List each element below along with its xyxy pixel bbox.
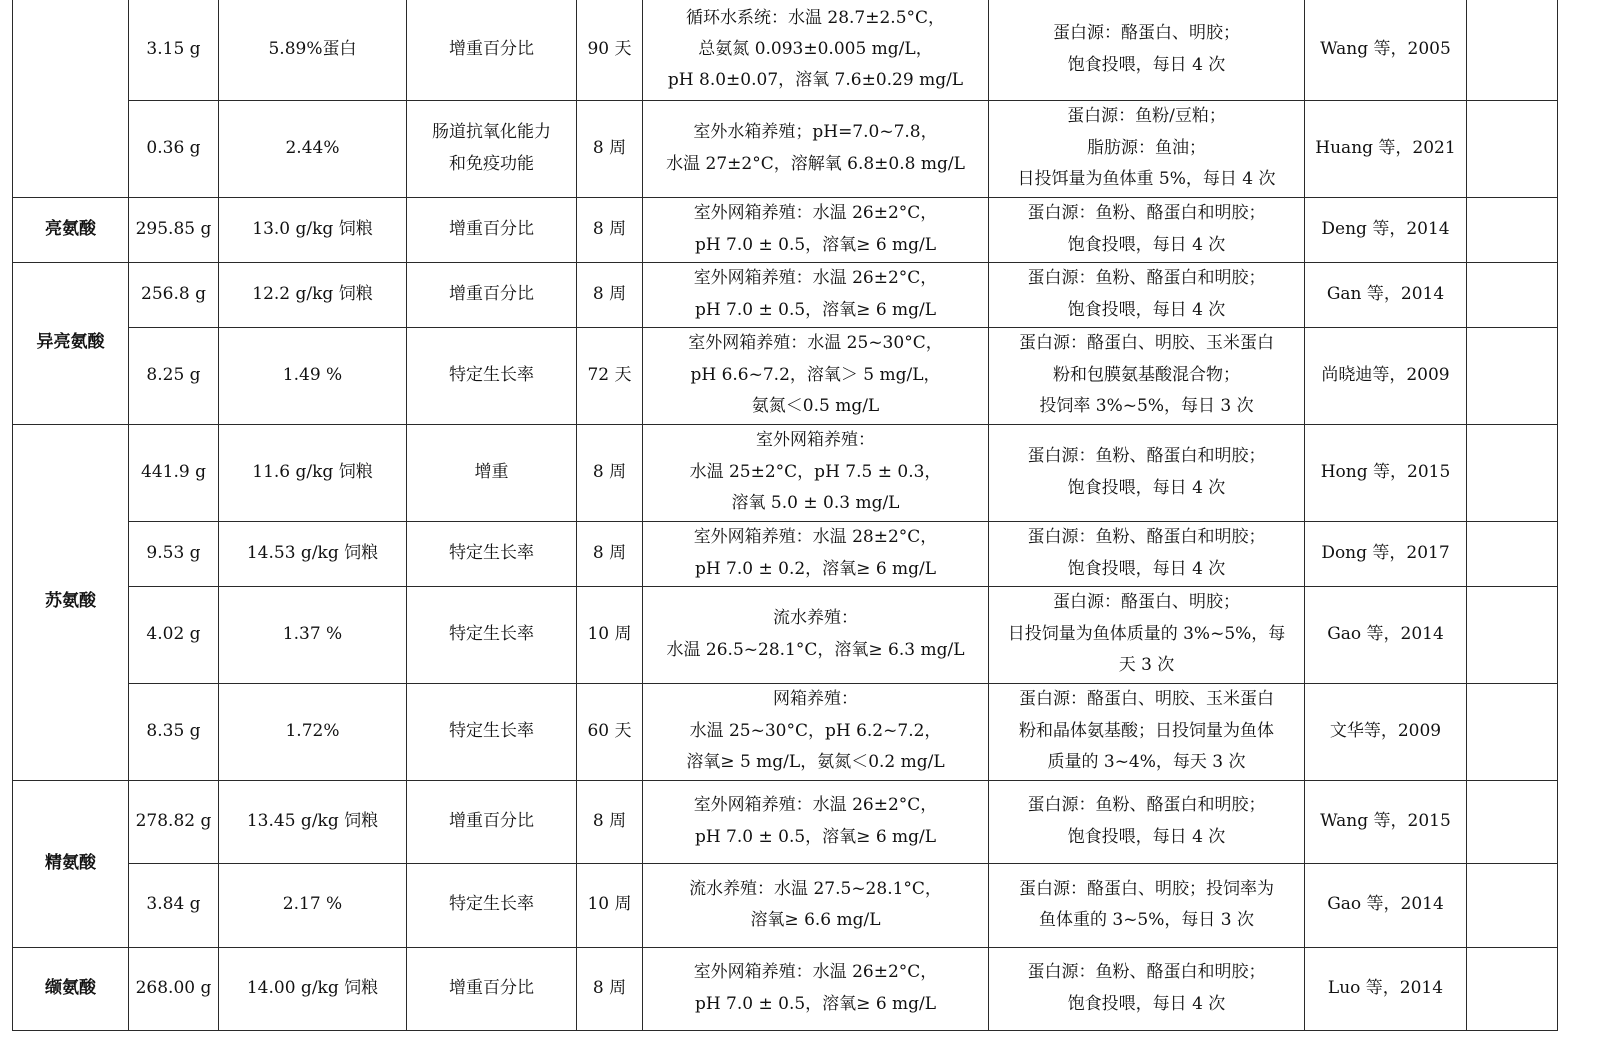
diet-feeding-cell: 蛋白源：鱼粉、酪蛋白和明胶； 饱食投喂，每日 4 次 [989,521,1305,586]
evaluation-index-cell: 特定生长率 [407,586,577,683]
requirement-cell: 11.6 g/kg 饲粮 [219,424,407,521]
culture-conditions-cell: 流水养殖： 水温 26.5~28.1°C，溶氧≥ 6.3 mg/L [643,586,989,683]
evaluation-index-cell: 特定生长率 [407,683,577,780]
diet-feeding-cell: 蛋白源：鱼粉、酪蛋白和明胶； 饱食投喂，每日 4 次 [989,262,1305,327]
extra-cell [1467,424,1558,521]
requirement-cell: 13.0 g/kg 饲粮 [219,197,407,262]
evaluation-index-cell: 特定生长率 [407,327,577,424]
reference-cell: Gao 等，2014 [1305,863,1467,947]
table-row [13,586,1558,683]
table-row [13,100,1558,197]
fish-weight-cell: 3.84 g [129,863,219,947]
culture-conditions-cell: 室外网箱养殖：水温 26±2°C， pH 7.0 ± 0.5，溶氧≥ 6 mg/L [643,780,989,863]
evaluation-index-cell: 增重百分比 [407,780,577,863]
fish-weight-cell: 278.82 g [129,780,219,863]
duration-cell: 10 周 [577,586,643,683]
extra-cell [1467,683,1558,780]
table-row [13,424,1558,521]
culture-conditions-cell: 室外网箱养殖：水温 28±2°C， pH 7.0 ± 0.2，溶氧≥ 6 mg/L [643,521,989,586]
table-row [13,327,1558,424]
table-row [13,863,1558,947]
requirement-cell: 2.44% [219,100,407,197]
reference-cell: Hong 等，2015 [1305,424,1467,521]
culture-conditions-cell: 室外网箱养殖： 水温 25±2°C，pH 7.5 ± 0.3， 溶氧 5.0 ± 0.3 mg/L [643,424,989,521]
diet-feeding-cell: 蛋白源：酪蛋白、明胶、玉米蛋白 粉和晶体氨基酸；日投饲量为鱼体 质量的 3~4%，每天 3 次 [989,683,1305,780]
reference-cell: Gao 等，2014 [1305,586,1467,683]
fish-weight-cell: 256.8 g [129,262,219,327]
evaluation-index-cell: 增重百分比 [407,947,577,1030]
extra-cell [1467,863,1558,947]
duration-cell: 8 周 [577,100,643,197]
extra-cell [1467,586,1558,683]
evaluation-index-cell: 增重百分比 [407,262,577,327]
fish-weight-cell: 0.36 g [129,100,219,197]
amino-acid-cell: 精氨酸 [13,780,129,947]
duration-cell: 8 周 [577,780,643,863]
evaluation-index-cell: 肠道抗氧化能力 和免疫功能 [407,100,577,197]
duration-cell: 8 周 [577,262,643,327]
fish-weight-cell: 4.02 g [129,586,219,683]
requirement-cell: 1.37 % [219,586,407,683]
requirement-cell: 14.00 g/kg 饲粮 [219,947,407,1030]
duration-cell: 72 天 [577,327,643,424]
extra-cell [1467,262,1558,327]
requirement-cell: 5.89%蛋白 [219,0,407,100]
table-row [13,683,1558,780]
reference-cell: Wang 等，2005 [1305,0,1467,100]
table-row [13,947,1558,1030]
requirement-cell: 12.2 g/kg 饲粮 [219,262,407,327]
fish-weight-cell: 9.53 g [129,521,219,586]
requirement-cell: 14.53 g/kg 饲粮 [219,521,407,586]
evaluation-index-cell: 特定生长率 [407,863,577,947]
diet-feeding-cell: 蛋白源：鱼粉/豆粕； 脂肪源：鱼油； 日投饵量为鱼体重 5%，每日 4 次 [989,100,1305,197]
reference-cell: Gan 等，2014 [1305,262,1467,327]
table-row [13,521,1558,586]
table-row [13,780,1558,863]
extra-cell [1467,521,1558,586]
duration-cell: 10 周 [577,863,643,947]
evaluation-index-cell: 增重 [407,424,577,521]
reference-cell: 文华等，2009 [1305,683,1467,780]
amino-acid-requirement-table [12,0,1558,1031]
table-row [13,262,1558,327]
reference-cell: 尚晓迪等，2009 [1305,327,1467,424]
culture-conditions-cell: 室外网箱养殖：水温 26±2°C， pH 7.0 ± 0.5，溶氧≥ 6 mg/L [643,947,989,1030]
requirement-cell: 13.45 g/kg 饲粮 [219,780,407,863]
diet-feeding-cell: 蛋白源：酪蛋白、明胶、玉米蛋白 粉和包膜氨基酸混合物； 投饲率 3%~5%，每日 3 次 [989,327,1305,424]
duration-cell: 8 周 [577,424,643,521]
extra-cell [1467,0,1558,100]
diet-feeding-cell: 蛋白源：鱼粉、酪蛋白和明胶； 饱食投喂，每日 4 次 [989,947,1305,1030]
fish-weight-cell: 8.25 g [129,327,219,424]
extra-cell [1467,197,1558,262]
culture-conditions-cell: 室外水箱养殖；pH=7.0~7.8， 水温 27±2°C，溶解氧 6.8±0.8 mg/L [643,100,989,197]
table-row [13,0,1558,100]
evaluation-index-cell: 增重百分比 [407,197,577,262]
culture-conditions-cell: 循环水系统：水温 28.7±2.5°C， 总氨氮 0.093±0.005 mg/L， pH 8.0±0.07，溶氧 7.6±0.29 mg/L [643,0,989,100]
diet-feeding-cell: 蛋白源：酪蛋白、明胶；投饲率为 鱼体重的 3~5%，每日 3 次 [989,863,1305,947]
requirement-cell: 2.17 % [219,863,407,947]
amino-acid-cell: 苏氨酸 [13,424,129,780]
duration-cell: 8 周 [577,197,643,262]
diet-feeding-cell: 蛋白源：酪蛋白、明胶； 饱食投喂，每日 4 次 [989,0,1305,100]
amino-acid-cell: 异亮氨酸 [13,262,129,424]
reference-cell: Huang 等，2021 [1305,100,1467,197]
evaluation-index-cell: 增重百分比 [407,0,577,100]
duration-cell: 8 周 [577,947,643,1030]
diet-feeding-cell: 蛋白源：鱼粉、酪蛋白和明胶； 饱食投喂，每日 4 次 [989,197,1305,262]
culture-conditions-cell: 网箱养殖： 水温 25~30°C，pH 6.2~7.2， 溶氧≥ 5 mg/L，氨氮＜0.2 mg/L [643,683,989,780]
culture-conditions-cell: 室外网箱养殖：水温 26±2°C， pH 7.0 ± 0.5，溶氧≥ 6 mg/L [643,197,989,262]
requirement-cell: 1.72% [219,683,407,780]
fish-weight-cell: 8.35 g [129,683,219,780]
extra-cell [1467,947,1558,1030]
culture-conditions-cell: 室外网箱养殖：水温 25~30°C， pH 6.6~7.2，溶氧＞ 5 mg/L， 氨氮＜0.5 mg/L [643,327,989,424]
extra-cell [1467,100,1558,197]
table-row [13,197,1558,262]
duration-cell: 90 天 [577,0,643,100]
culture-conditions-cell: 流水养殖：水温 27.5~28.1°C， 溶氧≥ 6.6 mg/L [643,863,989,947]
extra-cell [1467,327,1558,424]
evaluation-index-cell: 特定生长率 [407,521,577,586]
fish-weight-cell: 441.9 g [129,424,219,521]
reference-cell: Wang 等，2015 [1305,780,1467,863]
extra-cell [1467,780,1558,863]
duration-cell: 8 周 [577,521,643,586]
culture-conditions-cell: 室外网箱养殖：水温 26±2°C， pH 7.0 ± 0.5，溶氧≥ 6 mg/L [643,262,989,327]
amino-acid-cell: 缬氨酸 [13,947,129,1030]
reference-cell: Dong 等，2017 [1305,521,1467,586]
fish-weight-cell: 268.00 g [129,947,219,1030]
diet-feeding-cell: 蛋白源：鱼粉、酪蛋白和明胶； 饱食投喂，每日 4 次 [989,780,1305,863]
fish-weight-cell: 3.15 g [129,0,219,100]
requirement-cell: 1.49 % [219,327,407,424]
fish-weight-cell: 295.85 g [129,197,219,262]
diet-feeding-cell: 蛋白源：酪蛋白、明胶； 日投饲量为鱼体质量的 3%~5%，每 天 3 次 [989,586,1305,683]
diet-feeding-cell: 蛋白源：鱼粉、酪蛋白和明胶； 饱食投喂，每日 4 次 [989,424,1305,521]
duration-cell: 60 天 [577,683,643,780]
amino-acid-cell [13,0,129,197]
amino-acid-cell: 亮氨酸 [13,197,129,262]
reference-cell: Luo 等，2014 [1305,947,1467,1030]
reference-cell: Deng 等，2014 [1305,197,1467,262]
